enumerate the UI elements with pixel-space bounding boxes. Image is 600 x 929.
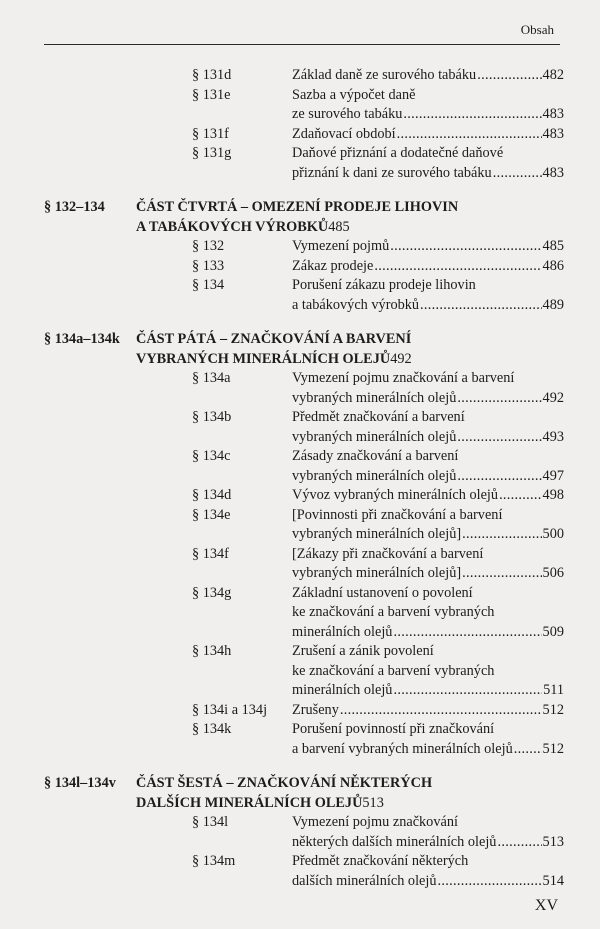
toc-entry-line xyxy=(44,872,564,892)
entry-text xyxy=(292,486,564,506)
toc-entry-line xyxy=(44,545,564,565)
page-ref: 483 xyxy=(542,164,564,181)
page-ref: 512 xyxy=(542,740,564,757)
entry-title: Předmět značkování některých xyxy=(292,853,469,869)
entry-text xyxy=(292,545,564,565)
toc-entry-line xyxy=(44,467,564,487)
entry-title: Předmět značkování a barvení xyxy=(292,409,465,425)
entry-title: některých dalších minerálních olejů xyxy=(292,833,497,850)
entry-title: Zrušeny xyxy=(292,701,339,718)
entry-text xyxy=(292,467,564,487)
toc-entry-line xyxy=(44,237,564,257)
leader-dots xyxy=(420,296,542,316)
entry-text xyxy=(292,584,564,604)
entry-title: a barvení vybraných minerálních olejů xyxy=(292,740,513,757)
toc xyxy=(44,66,564,891)
leader-dots xyxy=(457,467,541,487)
toc-group xyxy=(44,773,564,891)
entry-title: [Povinnosti při značkování a barvení xyxy=(292,506,503,523)
toc-entry-line xyxy=(44,389,564,409)
entry-title: vybraných minerálních olejů xyxy=(292,428,457,445)
section-number: § 134h xyxy=(192,643,232,659)
entry-text xyxy=(292,125,564,145)
entry-text xyxy=(292,86,564,106)
toc-entry-line xyxy=(44,662,564,682)
leader-dots xyxy=(462,564,541,584)
section-number: § 133 xyxy=(192,257,225,274)
toc-entry-line xyxy=(44,276,564,296)
entry-text xyxy=(292,720,564,740)
part-title-line xyxy=(136,349,564,369)
part-title-text: A TABÁKOVÝCH VÝROBKŮ xyxy=(136,219,329,235)
entry-text xyxy=(292,408,564,428)
leader-dots xyxy=(477,66,541,86)
entry-title: Zákaz prodeje xyxy=(292,257,374,274)
entry-title: ze surového tabáku xyxy=(292,106,403,122)
leader-dots xyxy=(397,125,542,145)
header-rule xyxy=(44,44,560,45)
part-title-line: ČÁST ČTVRTÁ – OMEZENÍ PRODEJE LIHOVIN xyxy=(136,199,459,215)
entry-title: Zdaňovací období xyxy=(292,125,396,142)
entry-text xyxy=(292,623,564,643)
entry-text xyxy=(292,257,564,277)
entry-text xyxy=(292,852,564,872)
page-ref: 513 xyxy=(542,833,564,850)
toc-entry-line xyxy=(44,447,564,467)
page-ref: 486 xyxy=(542,257,564,274)
entry-title: Zrušení a zánik povolení xyxy=(292,643,434,659)
entry-title: Vymezení pojmů xyxy=(292,238,390,254)
entry-text xyxy=(292,447,564,467)
entry-text xyxy=(292,813,564,833)
toc-entry-line xyxy=(44,740,564,760)
entry-title: ke značkování a barvení vybraných xyxy=(292,604,495,620)
toc-entry-line xyxy=(44,408,564,428)
entry-text xyxy=(292,642,564,662)
entry-text xyxy=(292,428,564,448)
toc-entry-line xyxy=(44,369,564,389)
entry-title: a tabákových výrobků xyxy=(292,296,420,313)
page-ref: 485 xyxy=(328,219,350,235)
leader-dots xyxy=(390,237,541,257)
toc-entry-line xyxy=(44,564,564,584)
section-number: § 134i a 134j xyxy=(192,701,268,718)
toc-entry-line xyxy=(44,105,564,125)
toc-entry-line xyxy=(44,506,564,526)
toc-entry-line xyxy=(44,428,564,448)
toc-group xyxy=(44,329,564,759)
part-title-line xyxy=(136,793,564,813)
toc-entry-line xyxy=(44,144,564,164)
entry-text xyxy=(292,164,564,184)
part-title-text: VYBRANÝCH MINERÁLNÍCH OLEJŮ xyxy=(136,351,391,367)
entry-text xyxy=(292,525,564,545)
toc-entry-line xyxy=(44,296,564,316)
page-ref: 509 xyxy=(542,623,564,640)
leader-dots xyxy=(493,164,542,184)
section-number: § 134g xyxy=(192,584,232,601)
entry-text xyxy=(292,144,564,164)
entry-text xyxy=(292,389,564,409)
leader-dots xyxy=(393,623,541,643)
entry-title: Vymezení pojmu značkování a barvení xyxy=(292,370,515,386)
entry-text xyxy=(292,296,564,316)
section-number: § 134e xyxy=(192,506,231,523)
section-number: § 134c xyxy=(192,448,231,464)
page-ref: 492 xyxy=(542,389,564,406)
section-number: § 134k xyxy=(192,721,232,737)
page-ref: 497 xyxy=(542,467,564,484)
part-title-text: DALŠÍCH MINERÁLNÍCH OLEJŮ xyxy=(136,795,363,811)
section-number: § 131e xyxy=(192,86,231,103)
toc-entry-line xyxy=(44,603,564,623)
entry-text xyxy=(292,740,564,760)
section-number: § 131d xyxy=(192,67,232,83)
toc-entry-line xyxy=(44,125,564,145)
entry-text xyxy=(292,506,564,526)
leader-dots xyxy=(499,486,541,506)
page-ref: 482 xyxy=(542,67,564,83)
entry-title: vybraných minerálních olejů xyxy=(292,467,457,484)
toc-entry-line xyxy=(44,584,564,604)
part-heading xyxy=(44,197,564,237)
page-ref: 514 xyxy=(542,872,564,889)
entry-text xyxy=(292,872,564,892)
section-number: § 132 xyxy=(192,238,225,254)
section-number: § 134m xyxy=(192,853,236,869)
page-ref: 492 xyxy=(390,351,412,367)
page-ref: 498 xyxy=(542,487,564,503)
toc-entry-line xyxy=(44,623,564,643)
toc-entry-line xyxy=(44,642,564,662)
section-number: § 134b xyxy=(192,409,232,425)
toc-entry-line xyxy=(44,257,564,277)
page-ref: 489 xyxy=(542,296,564,313)
toc-entry-line xyxy=(44,486,564,506)
leader-dots xyxy=(462,525,541,545)
leader-dots xyxy=(374,257,541,277)
entry-title: vybraných minerálních olejů] xyxy=(292,526,462,542)
part-title-line: ČÁST PÁTÁ – ZNAČKOVÁNÍ A BARVENÍ xyxy=(136,331,412,347)
part-range: § 134a–134k xyxy=(44,331,120,347)
toc-entry-line xyxy=(44,681,564,701)
page-ref: 485 xyxy=(542,238,564,254)
toc-entry-line xyxy=(44,525,564,545)
entry-title: Sazba a výpočet daně xyxy=(292,86,416,103)
leader-dots xyxy=(438,872,542,892)
entry-title: přiznání k dani ze surového tabáku xyxy=(292,164,492,181)
leader-dots xyxy=(403,105,541,125)
toc-group xyxy=(44,197,564,315)
page-number: XV xyxy=(534,897,558,914)
entry-title: Základ daně ze surového tabáku xyxy=(292,67,477,83)
section-number: § 134f xyxy=(192,545,229,562)
entry-title: Porušení zákazu prodeje lihovin xyxy=(292,277,476,293)
page-ref: 500 xyxy=(542,526,564,542)
section-number: § 134l xyxy=(192,814,229,830)
entry-title: Základní ustanovení o povolení xyxy=(292,584,473,601)
entry-text xyxy=(292,105,564,125)
page-ref: 483 xyxy=(542,125,564,142)
entry-text xyxy=(292,662,564,682)
toc-entry-line xyxy=(44,164,564,184)
running-header: Obsah xyxy=(520,22,554,37)
entry-text xyxy=(292,369,564,389)
entry-title: Daňové přiznání a dodatečné daňové xyxy=(292,145,504,161)
entry-title: minerálních olejů xyxy=(292,623,393,640)
leader-dots xyxy=(457,389,541,409)
page-ref: 483 xyxy=(542,106,564,122)
entry-text xyxy=(292,276,564,296)
entry-text xyxy=(292,833,564,853)
page-ref: 506 xyxy=(542,565,564,581)
toc-entry-line xyxy=(44,720,564,740)
entry-title: minerálních olejů xyxy=(292,682,393,698)
leader-dots xyxy=(497,833,541,853)
part-range: § 134l–134v xyxy=(44,775,116,791)
entry-text xyxy=(292,681,564,701)
entry-title: vybraných minerálních olejů xyxy=(292,389,457,406)
entry-title: Vývoz vybraných minerálních olejů xyxy=(292,487,499,503)
leader-dots xyxy=(514,740,542,760)
part-heading xyxy=(44,773,564,813)
entry-title: dalších minerálních olejů xyxy=(292,872,437,889)
entry-text xyxy=(292,701,564,721)
entry-title: [Zákazy při značkování a barvení xyxy=(292,545,484,562)
entry-title: Zásady značkování a barvení xyxy=(292,448,459,464)
entry-text xyxy=(292,237,564,257)
toc-entry-line xyxy=(44,852,564,872)
toc-entry-line xyxy=(44,813,564,833)
toc-group xyxy=(44,66,564,183)
page-ref: 511 xyxy=(543,682,564,698)
toc-entry-line xyxy=(44,833,564,853)
leader-dots xyxy=(393,681,542,701)
part-range: § 132–134 xyxy=(44,199,105,215)
section-number: § 131g xyxy=(192,145,232,161)
section-number: § 134a xyxy=(192,370,231,386)
leader-dots xyxy=(340,701,542,721)
part-heading xyxy=(44,329,564,369)
toc-entry-line xyxy=(44,701,564,721)
entry-title: ke značkování a barvení vybraných xyxy=(292,662,495,679)
section-number: § 134d xyxy=(192,487,232,503)
entry-text xyxy=(292,603,564,623)
toc-entry-line xyxy=(44,86,564,106)
entry-title: Vymezení pojmu značkování xyxy=(292,814,458,830)
entry-text xyxy=(292,564,564,584)
page-ref: 512 xyxy=(542,701,564,718)
toc-entry-line xyxy=(44,66,564,86)
entry-title: vybraných minerálních olejů] xyxy=(292,565,462,581)
page-ref: 513 xyxy=(362,795,384,811)
section-number: § 131f xyxy=(192,125,229,142)
part-title-line: ČÁST ŠESTÁ – ZNAČKOVÁNÍ NĚKTERÝCH xyxy=(136,775,433,791)
entry-title: Porušení povinností při značkování xyxy=(292,721,495,737)
entry-text xyxy=(292,66,564,86)
leader-dots xyxy=(457,428,541,448)
part-title-line xyxy=(136,217,564,237)
section-number: § 134 xyxy=(192,277,225,293)
page-ref: 493 xyxy=(542,428,564,445)
